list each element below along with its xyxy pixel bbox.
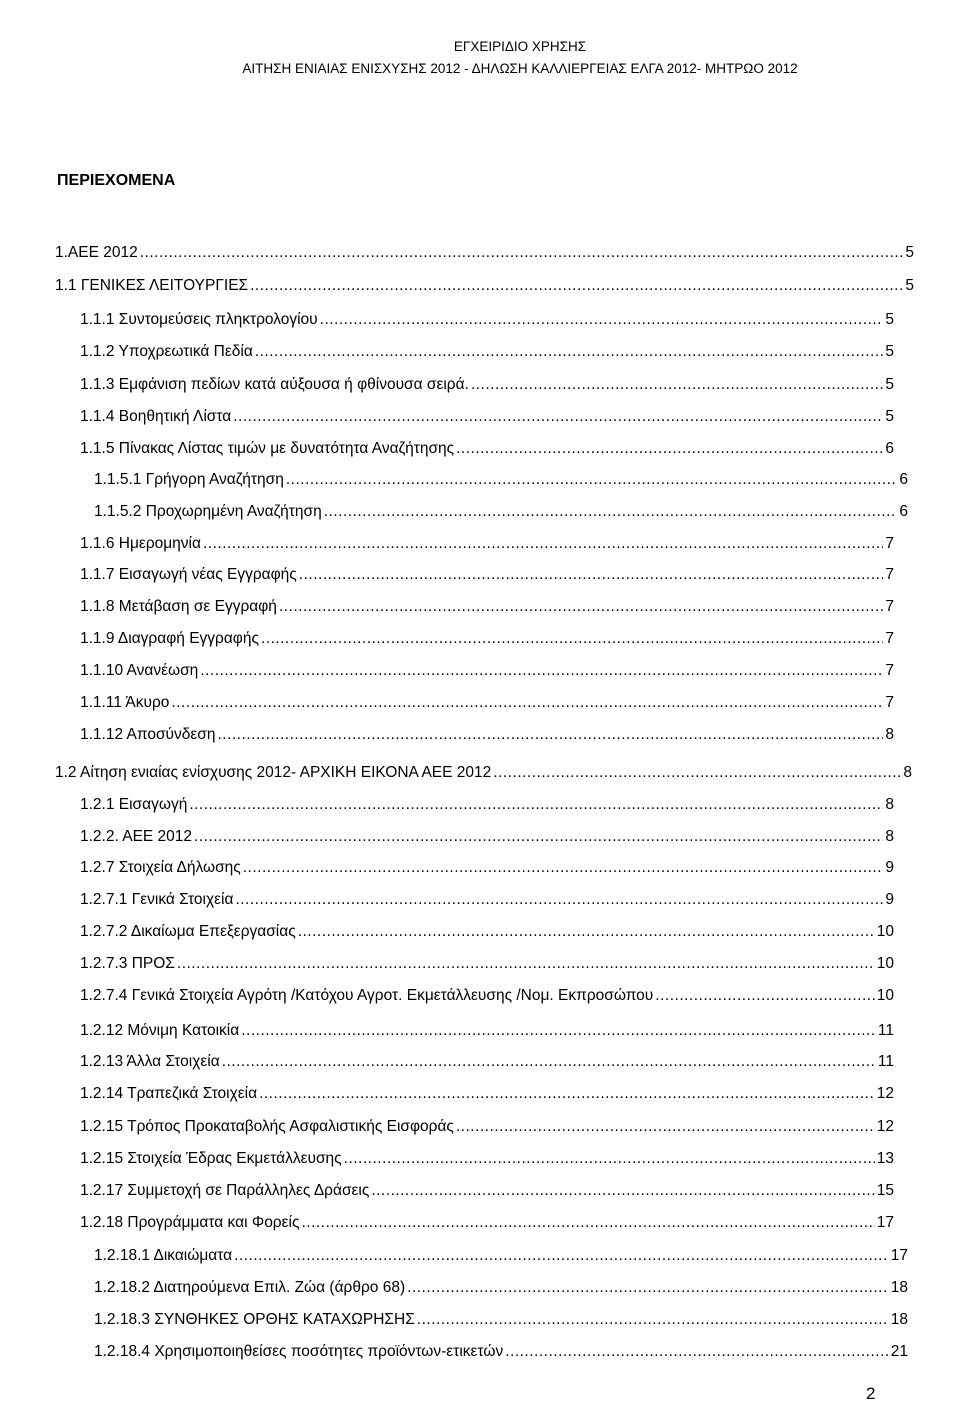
toc-leader-dots (218, 726, 884, 744)
toc-entry-label: 1.2.7.1 Γενικά Στοιχεία (80, 891, 234, 908)
toc-entry-label: 1.1 ΓΕΝΙΚΕΣ ΛΕΙΤΟΥΡΓΙΕΣ (55, 277, 249, 294)
toc-entry-label: 1.2.15 Τρόπος Προκαταβολής Ασφαλιστικής Εισφοράς (80, 1118, 454, 1135)
toc-entry-page: 10 (876, 923, 894, 940)
toc-leader-dots (177, 955, 875, 973)
toc-entry-label: 1.1.6 Ημερομηνία (80, 535, 201, 552)
toc-leader-dots (140, 244, 904, 262)
toc-entry-page: 13 (876, 1150, 894, 1167)
toc-entry-label: 1.1.2 Υποχρεωτικά Πεδία (80, 343, 253, 360)
toc-entry[interactable] (94, 471, 908, 489)
toc-leader-dots (194, 828, 883, 846)
page-number: 2 (866, 1384, 876, 1403)
toc-entry-label: 1.2.18 Προγράμματα και Φορείς (80, 1214, 300, 1231)
toc-leader-dots (241, 1022, 876, 1040)
toc-leader-dots (371, 1182, 874, 1200)
toc-leader-dots (286, 471, 898, 489)
toc-leader-dots (189, 796, 883, 814)
toc-leader-dots (261, 630, 883, 648)
toc-entry-page: 5 (885, 311, 894, 328)
toc-entry[interactable] (80, 408, 894, 426)
toc-entry-label: 1.1.3 Εμφάνιση πεδίων κατά αύξουσα ή φθίνουσα σειρά. (80, 376, 469, 393)
toc-entry[interactable] (55, 277, 914, 295)
toc-entry-page: 5 (885, 343, 894, 360)
toc-entry[interactable] (80, 891, 894, 909)
toc-leader-dots (320, 311, 884, 329)
toc-entry-label: 1.2.18.1 Δικαιώματα (94, 1247, 233, 1264)
toc-entry[interactable] (94, 1279, 908, 1297)
toc-entry[interactable] (80, 598, 894, 616)
toc-entry[interactable] (80, 1118, 894, 1136)
toc-entry-page: 5 (905, 277, 914, 294)
toc-leader-dots (301, 1214, 874, 1232)
toc-entry-label: 1.1.1 Συντομεύσεις πληκτρολογίου (80, 311, 318, 328)
toc-entry-page: 7 (885, 598, 894, 615)
toc-leader-dots (344, 1150, 875, 1168)
toc-entry-label: 1.2.17 Συμμετοχή σε Παράλληλες Δράσεις (80, 1182, 370, 1199)
toc-entry-label: 1.2.7.2 Δικαίωμα Επεξεργασίας (80, 923, 296, 940)
toc-entry-label: 1.1.10 Ανανέωση (80, 662, 199, 679)
toc-entry-label: 1.ΑΕΕ 2012 (55, 244, 138, 261)
toc-entry[interactable] (80, 987, 894, 1005)
toc-leader-dots (200, 662, 883, 680)
toc-entry-label: 1.2.13 Άλλα Στοιχεία (80, 1053, 220, 1070)
toc-entry-label: 1.2.2. ΑΕΕ 2012 (80, 828, 193, 845)
toc-entry-label: 1.2.7.3 ΠΡΟΣ (80, 955, 175, 972)
toc-leader-dots (493, 764, 901, 782)
toc-entry[interactable] (80, 343, 894, 361)
toc-entry[interactable] (80, 440, 894, 458)
toc-entry-page: 7 (885, 630, 894, 647)
header-title: ΕΓΧΕΙΡΙΔΙΟ ΧΡΗΣΗΣ (453, 39, 587, 54)
toc-entry[interactable] (94, 1247, 908, 1265)
toc-entry[interactable] (80, 1085, 894, 1103)
header-subtitle: ΑΙΤΗΣΗ ΕΝΙΑΙΑΣ ΕΝΙΣΧΥΣΗΣ 2012 - ΔΗΛΩΣΗ ΚΑΛΛΙΕΡΓΕΙΑΣ ΕΛΓΑ 2012- ΜΗΤΡΩΟ 2012 (242, 61, 798, 76)
toc-entry-label: 1.2.1 Εισαγωγή (80, 796, 188, 813)
toc-entry-label: 1.1.8 Μετάβαση σε Εγγραφή (80, 598, 277, 615)
toc-entry[interactable] (80, 566, 894, 584)
toc-entry-label: 1.2.18.3 ΣΥΝΘΗΚΕΣ ΟΡΘΗΣ ΚΑΤΑΧΩΡΗΣΗΣ (94, 1311, 415, 1328)
toc-leader-dots (235, 891, 883, 909)
toc-entry[interactable] (80, 859, 894, 877)
toc-entry-page: 10 (876, 987, 894, 1004)
toc-entry-label: 1.1.7 Εισαγωγή νέας Εγγραφής (80, 566, 297, 583)
toc-entry-label: 1.1.4 Βοηθητική Λίστα (80, 408, 232, 425)
toc-entry[interactable] (80, 1150, 894, 1168)
toc-entry-label: 1.2.15 Στοιχεία Έδρας Εκμετάλλευσης (80, 1150, 342, 1167)
toc-entry-page: 7 (885, 662, 894, 679)
toc-entry[interactable] (94, 1311, 908, 1329)
toc-leader-dots (298, 923, 875, 941)
toc-leader-dots (233, 408, 883, 426)
toc-leader-dots (471, 376, 883, 394)
toc-entry[interactable] (80, 1182, 894, 1200)
toc-entry[interactable] (80, 694, 894, 712)
toc-entry-page: 8 (885, 828, 894, 845)
toc-entry[interactable] (80, 796, 894, 814)
toc-entry-page: 5 (905, 244, 914, 261)
toc-entry-label: 1.1.12 Αποσύνδεση (80, 726, 216, 743)
toc-leader-dots (243, 859, 884, 877)
toc-entry[interactable] (80, 923, 894, 941)
toc-entry-page: 5 (885, 376, 894, 393)
toc-entry-page: 10 (876, 955, 894, 972)
toc-entry-label: 1.2 Αίτηση ενιαίας ενίσχυσης 2012- ΑΡΧΙΚΗ ΕΙΚΟΝΑ ΑΕΕ 2012 (55, 764, 492, 781)
toc-entry-page: 8 (885, 796, 894, 813)
toc-leader-dots (324, 503, 898, 521)
toc-entry-page: 5 (885, 408, 894, 425)
toc-entry-page: 6 (885, 440, 894, 457)
toc-entry-label: 1.1.9 Διαγραφή Εγγραφής (80, 630, 259, 647)
toc-entry-label: 1.1.5.1 Γρήγορη Αναζήτηση (94, 471, 284, 488)
toc-entry-label: 1.2.18.2 Διατηρούμενα Επιλ. Ζώα (άρθρο 68) (94, 1279, 406, 1296)
toc-leader-dots (417, 1311, 889, 1329)
toc-entry-page: 17 (876, 1214, 894, 1231)
toc-entry-page: 6 (899, 503, 908, 520)
toc-entry-label: 1.2.18.4 Χρησιμοποιηθείσες ποσότητες προϊόντων-ετικετών (94, 1343, 504, 1360)
toc-entry[interactable] (80, 726, 894, 744)
toc-leader-dots (171, 694, 883, 712)
toc-entry-page: 7 (885, 535, 894, 552)
toc-leader-dots (407, 1279, 889, 1297)
toc-entry-label: 1.2.7 Στοιχεία Δήλωσης (80, 859, 241, 876)
toc-entry-page: 11 (877, 1053, 894, 1070)
toc-entry-label: 1.2.12 Μόνιμη Κατοικία (80, 1022, 240, 1039)
toc-entry[interactable] (80, 955, 894, 973)
toc-entry-page: 12 (876, 1085, 894, 1102)
toc-entry[interactable] (55, 764, 912, 782)
toc-title: ΠΕΡΙΕΧΟΜΕΝΑ (57, 172, 176, 189)
toc-entry-label: 1.2.7.4 Γενικά Στοιχεία Αγρότη /Κατόχου Αγροτ. Εκμετάλλευσης /Νομ. Εκπροσώπου (80, 987, 654, 1004)
toc-entry-page: 18 (890, 1311, 908, 1328)
toc-entry-page: 7 (885, 694, 894, 711)
toc-leader-dots (505, 1343, 889, 1361)
toc-entry-page: 17 (890, 1247, 908, 1264)
toc-entry[interactable] (80, 662, 894, 680)
page-header (0, 36, 960, 80)
toc-entry[interactable] (80, 1053, 894, 1071)
toc-entry[interactable] (80, 376, 894, 394)
toc-entry[interactable] (80, 1214, 894, 1232)
toc-entry-page: 18 (890, 1279, 908, 1296)
toc-entry[interactable] (80, 630, 894, 648)
toc-leader-dots (250, 277, 903, 295)
toc-entry-page: 8 (903, 764, 912, 781)
toc-entry[interactable] (94, 1343, 908, 1361)
toc-leader-dots (203, 535, 883, 553)
toc-leader-dots (255, 343, 884, 361)
toc-entry-page: 12 (876, 1118, 894, 1135)
toc-leader-dots (655, 987, 874, 1005)
toc-entry-page: 9 (885, 859, 894, 876)
toc-leader-dots (456, 440, 883, 458)
toc-entry-page: 9 (885, 891, 894, 908)
toc-entry[interactable] (55, 244, 914, 262)
toc-entry-page: 8 (885, 726, 894, 743)
toc-entry-page: 7 (885, 566, 894, 583)
toc-leader-dots (222, 1053, 876, 1071)
toc-entry-label: 1.1.5 Πίνακας Λίστας τιμών με δυνατότητα Αναζήτησης (80, 440, 455, 457)
toc-leader-dots (259, 1085, 875, 1103)
toc-entry[interactable] (80, 1022, 894, 1040)
toc-entry[interactable] (80, 311, 894, 329)
toc-leader-dots (234, 1247, 889, 1265)
toc-entry-label: 1.2.14 Τραπεζικά Στοιχεία (80, 1085, 258, 1102)
toc-entry[interactable] (80, 828, 894, 846)
toc-entry-page: 21 (890, 1343, 908, 1360)
toc-entry[interactable] (94, 503, 908, 521)
toc-entry-page: 15 (876, 1182, 894, 1199)
toc-entry-page: 11 (877, 1022, 894, 1039)
toc-leader-dots (299, 566, 884, 584)
toc-leader-dots (279, 598, 883, 616)
toc-entry-label: 1.1.5.2 Προχωρημένη Αναζήτηση (94, 503, 322, 520)
toc-entry[interactable] (80, 535, 894, 553)
toc-entry-page: 6 (899, 471, 908, 488)
toc-entry-label: 1.1.11 Άκυρο (80, 694, 170, 711)
toc-leader-dots (456, 1118, 875, 1136)
